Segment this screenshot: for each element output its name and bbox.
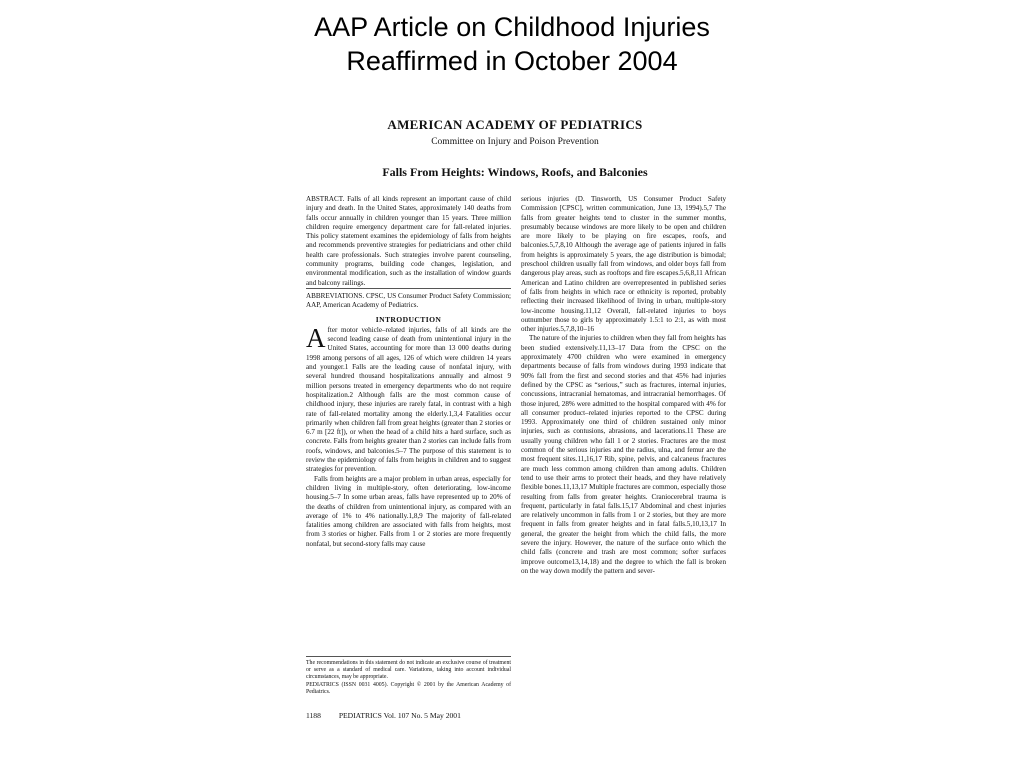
slide-title-line-2: Reaffirmed in October 2004 <box>346 46 678 76</box>
page-number: 1188 <box>306 711 321 720</box>
article-title: Falls From Heights: Windows, Roofs, and Balconies <box>382 165 648 179</box>
organization-name: AMERICAN ACADEMY OF PEDIATRICS <box>387 117 643 132</box>
footnote-recommendations: The recommendations in this statement do not indicate an exclusive course of treatment or serve as a standard of medical care. Variations, taking into account individual circumstances, may be appropriate. <box>306 660 511 681</box>
abbreviations-text: ABBREVIATIONS. CPSC, US Consumer Product Safety Commission; AAP, American Academy of Pediatrics. <box>306 288 511 311</box>
intro-paragraph-2: Falls from heights are a major problem in urban areas, especially for children living in multiple-story, often deteriorating, low-income housing.5–7 In some urban areas, falls have represented up to 20% of the deaths of children from unintentional injury, as compared with an average of 1% to 4% nationally.1,8,9 The majority of fall-related fatalities among children are associated with falls from heights, most from 3 stories or higher. Falls from 1 or 2 stories are more frequently nonfatal, but second-story falls may cause <box>306 474 511 548</box>
intro-paragraph-1 <box>306 322 511 475</box>
page-footer <box>306 711 606 720</box>
footnote-copyright: PEDIATRICS (ISSN 0031 4005). Copyright © 2001 by the American Academy of Pediatrics. <box>306 681 511 695</box>
committee-name: Committee on Injury and Poison Prevention <box>431 137 599 147</box>
right-paragraph-1: serious injuries (D. Tinsworth, US Consumer Product Safety Commission [CPSC], written communication, June 13, 1994).5,7 The falls from greater heights tend to cluster in the summer months, presumably because windows are more likely to be open and children are more likely to be playing on fire escapes, roofs, and balconies.5,7,8,10 Although the average age of patients injured in falls from heights is approximately 5 years, the age distribution is bimodal; preschool children usually fall from windows, and older boys fall from dangerous play areas, such as rooftops and fire escapes.5,6,8,11 African American and Latino children are overrepresented in published series of falls from heights in which race or ethnicity is reported, probably reflecting their increased likelihood of living in urban, multiple-story low-income housing.11,12 Overall, fall-related injuries to boys outnumber those to girls by approximately 1.5:1 to 2:1, as with most other injuries.5,7,8,10–16 <box>521 195 726 334</box>
article-page-image <box>300 110 730 725</box>
introduction-heading: INTRODUCTION <box>375 314 442 324</box>
abstract-text: ABSTRACT. Falls of all kinds represent an important cause of child injury and death. In the United States, approximately 140 deaths from falls occur annually in children younger than 15 years. Three million children require emergency department care for fall-related injuries. This policy statement examines the epidemiology of falls from heights and recommends preventive strategies for pediatricians and other child health care professionals. Such strategies involve parent counseling, community programs, building code changes, legislation, and environmental modification, such as the installation of window guards and balcony railings. <box>306 195 511 287</box>
left-column <box>306 195 511 549</box>
footnote <box>306 656 511 696</box>
slide-title <box>0 10 1024 78</box>
drop-cap: A <box>306 322 326 353</box>
right-paragraph-2: The nature of the injuries to children when they fall from heights has been studied extensively.11,13–17 Data from the CPSC on the approximately 4700 children who were examined in emergency departments because of falls from windows during 1993 indicate that 90% fall from the first and second stories and that 45% had injuries defined by the CPSC as “serious,” such as fractures, internal injuries, concussions, intracranial hematomas, and intracranial hemorrhages. Of those injured, 28% were admitted to the hospital compared with 4% for all consumer product–related injuries reported to the CPSC during 1993. Approximately one third of children sustained only minor injuries, such as contusions, abrasions, and lacerations.11 These are usually young children who fall 1 or 2 stories. Fractures are the most common of the serious injuries and the radius, ulna, and femur are the most frequent sites.11,16,17 Rib, spine, pelvis, and calcaneus fractures are much less common among children than among adults. Children tend to use their arms to protect their heads, and they have relatively flexible bones.11,13,17 Multiple fractures are common, especially those resulting from falls from greater heights. Craniocerebral trauma is frequent, particularly in fatal falls.15,17 Abdominal and chest injuries are relatively uncommon in falls from 1 or 2 stories, but they are more frequent in falls from greater heights and in fatal falls.5,10,13,17 In general, the greater the height from which the child falls, the more severe the injury. However, the nature of the surface onto which the child falls (concrete and trash are most common; softer surfaces improve outcome13,14,18) and the degree to which the fall is broken on the way down modify the pattern and sever- <box>521 334 726 575</box>
intro-paragraph-1-text: fter motor vehicle–related injuries, falls of all kinds are the second leading cause of death from unintentional injury in the United States, accounting for more than 13 000 deaths during 1998 among persons of all ages, 126 of which were children 14 years and younger.1 Falls are the leading cause of nonfatal injury, with several hundred thousand hospitalizations annually and almost 9 million persons treated in emergency departments who do not require hospitalization.2 Although falls are the most common cause of childhood injury, these injuries are rarely fatal, in contrast with a high rate of fall-related mortality among the elderly.1,3,4 Fatalities occur primarily when children fall from great heights (greater than 2 stories or 6.7 m [22 ft]), or when the head of a child hits a hard surface, such as concrete. Falls from heights greater than 2 stories can include falls from roofs, windows, and balconies.5–7 The purpose of this statement is to review the epidemiology of falls from heights in children and to suggest strategies for prevention. <box>306 325 511 474</box>
journal-info: PEDIATRICS Vol. 107 No. 5 May 2001 <box>338 711 461 720</box>
slide-title-line-1: AAP Article on Childhood Injuries <box>314 12 710 42</box>
right-column <box>521 195 726 576</box>
